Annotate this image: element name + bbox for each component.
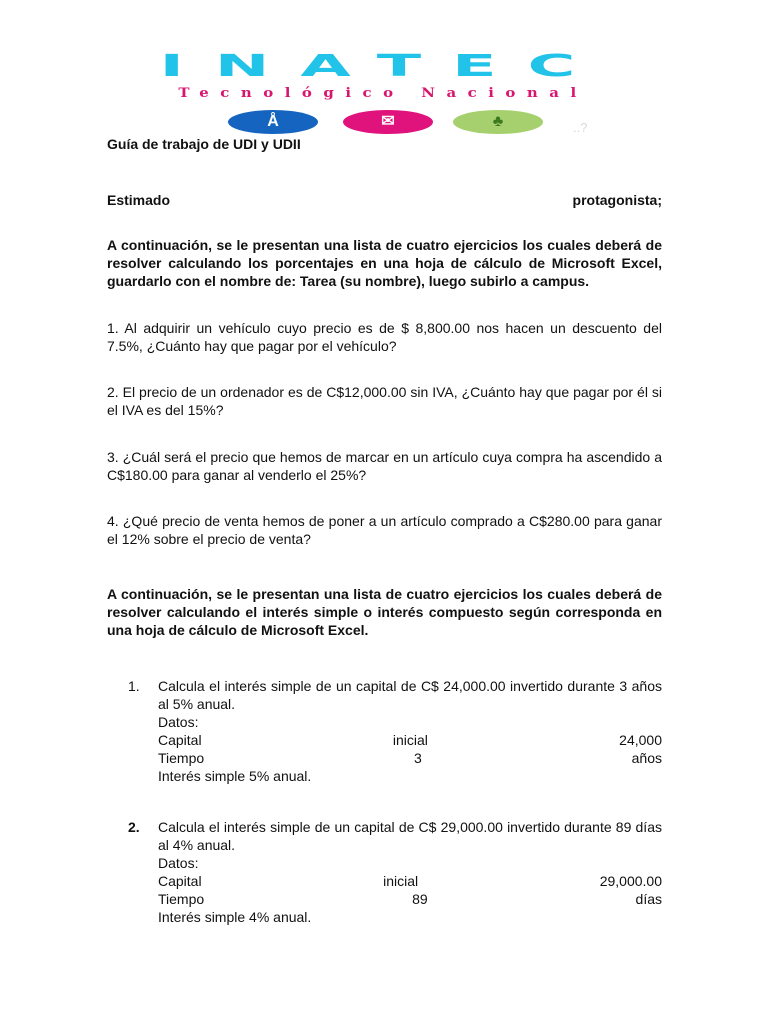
logo-subtitle: Tecnológico Nacional — [178, 86, 588, 101]
document-title: Guía de trabajo de UDI y UDII — [107, 136, 301, 152]
compass-badge-icon: Å — [228, 110, 318, 134]
greeting-right: protagonista; — [572, 192, 662, 208]
interest-rate-line: Interés simple 4% anual. — [158, 909, 312, 925]
greeting-left: Estimado — [107, 192, 171, 208]
logo-mark: ..? — [573, 120, 588, 135]
datos-label: Datos: — [158, 855, 199, 871]
interest-rate-line: Interés simple 5% anual. — [158, 768, 312, 784]
item-number: 1. — [128, 678, 140, 694]
exercise-4: 4. ¿Qué precio de venta hemos de poner a un artículo comprado a C$280.00 para ganar el 12% sobre el precio de venta? — [107, 513, 662, 547]
item-text: Calcula el interés simple de un capital de C$ 29,000.00 invertido durante 89 días al 4% anual. — [158, 819, 662, 853]
exercise-2: 2. El precio de un ordenador es de C$12,000.00 sin IVA, ¿Cuánto hay que pagar por él si el IVA es del 15%? — [107, 384, 662, 418]
capital-row: Capital inicial 29,000.00 — [158, 873, 662, 889]
inatec-logo — [118, 47, 648, 140]
tiempo-row: Tiempo 89 días — [158, 891, 662, 907]
briefcase-badge-icon: ✉ — [343, 110, 433, 134]
item-text: Calcula el interés simple de un capital de C$ 24,000.00 invertido durante 3 años al 5% anual. — [158, 678, 662, 712]
datos-label: Datos: — [158, 714, 199, 730]
agriculture-badge-icon: ♣ — [453, 110, 543, 134]
tiempo-row: Tiempo 3 años — [158, 750, 662, 766]
logo-title: INATEC — [159, 47, 607, 84]
exercise-3: 3. ¿Cuál será el precio que hemos de marcar en un artículo cuya compra ha ascendido a C$180.00 para ganar al venderlo el 25%? — [107, 449, 662, 483]
interest-item-2 — [158, 818, 662, 926]
greeting — [107, 191, 662, 209]
capital-row: Capital inicial 24,000 — [158, 732, 662, 748]
exercise-1: 1. Al adquirir un vehículo cuyo precio es de $ 8,800.00 nos hacen un descuento del 7.5%, ¿Cuánto hay que pagar por el vehículo? — [107, 320, 662, 354]
item-number: 2. — [128, 819, 140, 835]
interest-item-1 — [158, 677, 662, 785]
intro-interest: A continuación, se le presentan una lista de cuatro ejercicios los cuales deberá de resolver calculando el interés simple o interés compuesto según corresponda en una hoja de cálculo de Microsoft Excel. — [107, 586, 662, 638]
intro-percentages: A continuación, se le presentan una lista de cuatro ejercicios los cuales deberá de resolver calculando los porcentajes en una hoja de cálculo de Microsoft Excel, guardarlo con el nombre de: Tarea (su nombre), luego subirlo a campus. — [107, 237, 662, 289]
